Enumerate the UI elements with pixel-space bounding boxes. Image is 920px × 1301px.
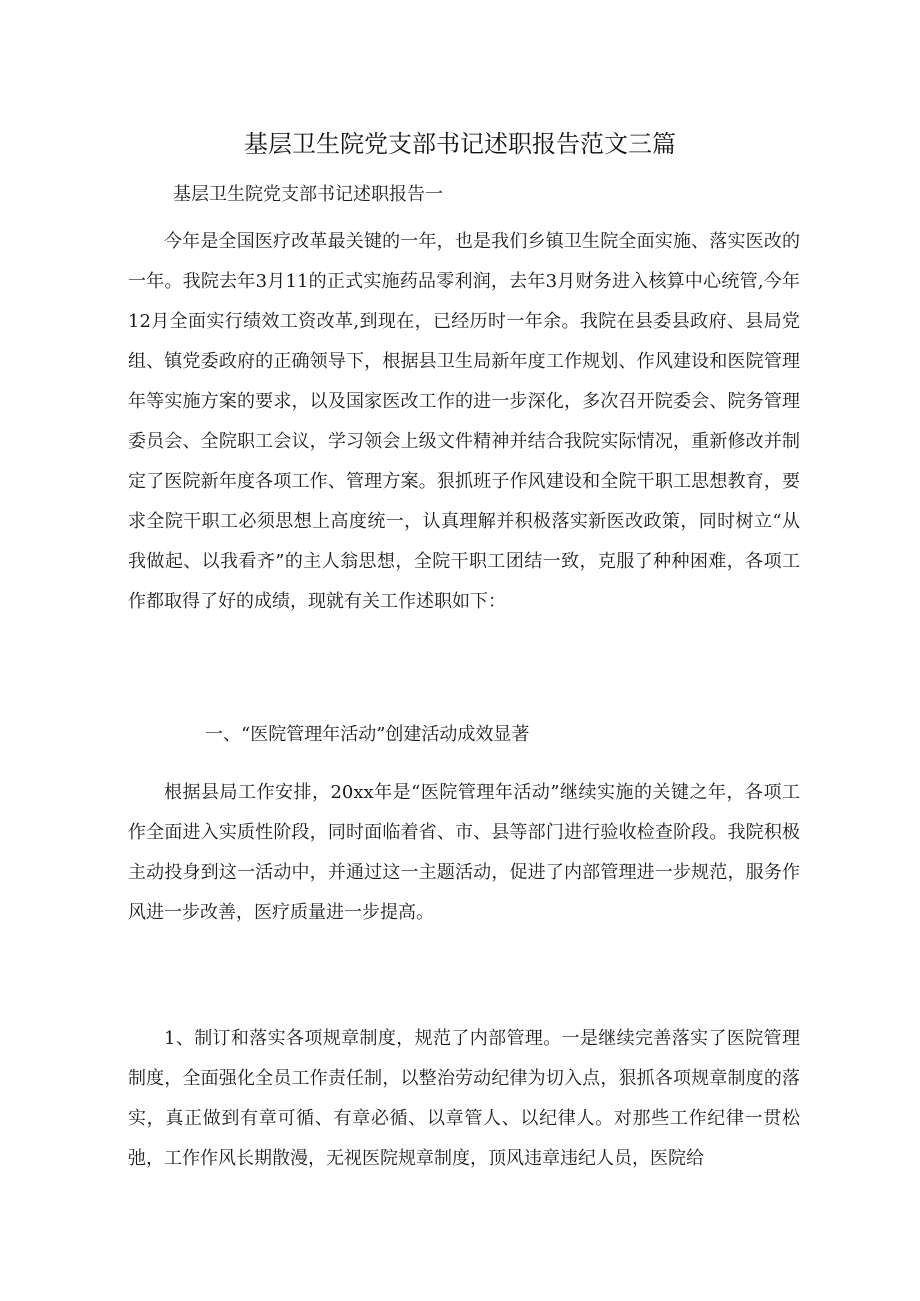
document-title: 基层卫生院党支部书记述职报告范文三篇 (244, 130, 676, 158)
paragraph-item-1: 1、制订和落实各项规章制度，规范了内部管理。一是继续完善落实了医院管理制度，全面强化全员工作责任制，以整治劳动纪律为切入点，狠抓各项规章制度的落实，真正做到有章可循、有章必循、以章管人、以纪律人。对那些工作纪律一贯松弛，工作作风长期散漫，无视医院规章制度，顶风违章违纪人员，医院给 (128, 1028, 800, 1169)
paragraph-section-1: 根据县局工作安排，20xx年是“医院管理年活动”继续实施的关键之年，各项工作全面进入实质性阶段，同时面临着省、市、县等部门进行验收检查阶段。我院积极主动投身到这一活动中，并通过这一主题活动，促进了内部管理进一步规范，服务作风进一步改善，医疗质量进一步提高。 (128, 782, 800, 923)
paragraph-intro: 今年是全国医疗改革最关键的一年，也是我们乡镇卫生院全面实施、落实医改的一年。我院去年3月11的正式实施药品零利润，去年3月财务进入核算中心统管,今年12月全面实行绩效工资改革,到现在，已经历时一年余。我院在县委县政府、县局党组、镇党委政府的正确领导下，根据县卫生局新年度工作规划、作风建设和医院管理年等实施方案的要求，以及国家医改工作的进一步深化，多次召开院委会、院务管理委员会、全院职工会议，学习领会上级文件精神并结合我院实际情况，重新修改并制定了医院新年度各项工作、管理方案。狠抓班子作风建设和全院干职工思想教育，要求全院干职工必须思想上高度统一，认真理解并积极落实新医改政策，同时树立“从我做起、以我看齐”的主人翁思想，全院干职工团结一致，克服了种种困难，各项工作都取得了好的成绩，现就有关工作述职如下： (128, 231, 800, 612)
section-heading-1: 一、“医院管理年活动”创建活动成效显著 (205, 724, 530, 745)
document-subtitle: 基层卫生院党支部书记述职报告一 (173, 184, 443, 205)
